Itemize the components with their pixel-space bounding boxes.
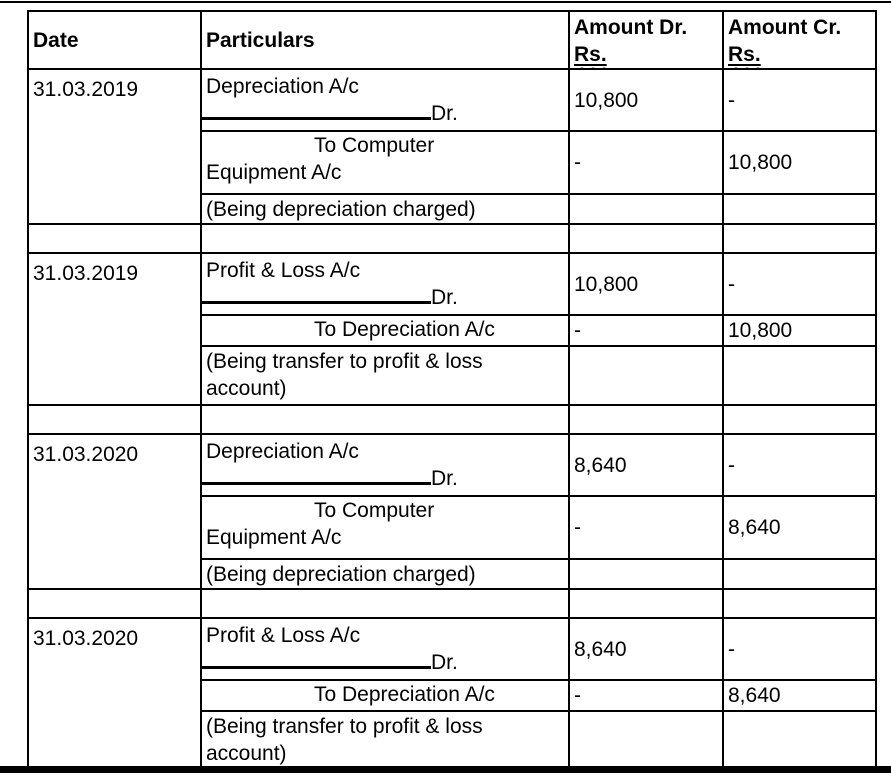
particulars-cell[interactable]: [201, 618, 569, 680]
amount-cr-cell[interactable]: [723, 711, 876, 770]
amount-cr-cell[interactable]: 8,640: [723, 680, 876, 711]
dr-line: [206, 100, 564, 127]
particulars-cell[interactable]: [201, 405, 569, 434]
date-cell[interactable]: 31.03.2020: [28, 434, 201, 589]
header-amount-dr-line1: Amount Dr.: [574, 16, 688, 39]
header-amount-cr-line2: [728, 41, 871, 68]
amount-cr-cell[interactable]: [723, 559, 876, 589]
amount-dr-cell[interactable]: -: [569, 496, 723, 559]
spellcheck-squiggle: Rs.: [574, 43, 607, 66]
narration-line: account): [206, 377, 287, 400]
top-horizontal-rule: [0, 1, 891, 3]
dr-suffix-label: Dr.: [431, 467, 458, 490]
amount-dr-cell[interactable]: -: [569, 680, 723, 711]
particulars-cell[interactable]: [201, 434, 569, 496]
journal-table-body: [28, 69, 876, 770]
particulars-cell[interactable]: [201, 346, 569, 405]
amount-cr-cell[interactable]: -: [723, 253, 876, 315]
narration-line: (Being depreciation charged): [206, 198, 476, 221]
amount-cr-cell[interactable]: -: [723, 434, 876, 496]
dr-suffix-label: Dr.: [431, 286, 458, 309]
dr-line: [206, 284, 564, 311]
spacer-row: [28, 405, 876, 434]
amount-dr-cell[interactable]: [569, 559, 723, 589]
date-cell[interactable]: [28, 224, 201, 253]
dr-underline-rule: [202, 117, 431, 120]
amount-dr-cell[interactable]: [569, 711, 723, 770]
date-cell[interactable]: 31.03.2020: [28, 618, 201, 770]
header-amount-cr[interactable]: [723, 11, 876, 69]
particulars-cell[interactable]: [201, 496, 569, 559]
particulars-cell[interactable]: [201, 680, 569, 711]
journal-debit-row: [28, 69, 876, 131]
particulars-cell[interactable]: [201, 711, 569, 770]
header-date[interactable]: Date: [28, 11, 201, 69]
amount-cr-cell[interactable]: -: [723, 69, 876, 131]
journal-debit-row: [28, 253, 876, 315]
narration-line: account): [206, 742, 287, 765]
narration-line: (Being depreciation charged): [206, 563, 476, 586]
debit-account-text: Depreciation A/c: [206, 75, 359, 98]
dr-suffix-label: Dr.: [431, 651, 458, 674]
header-amount-dr-line2: [574, 41, 718, 68]
date-cell[interactable]: 31.03.2019: [28, 69, 201, 224]
amount-cr-cell[interactable]: 10,800: [723, 131, 876, 194]
amount-dr-cell[interactable]: 8,640: [569, 618, 723, 680]
amount-dr-cell[interactable]: [569, 224, 723, 253]
particulars-cell[interactable]: [201, 315, 569, 346]
dr-line: [206, 649, 564, 676]
amount-dr-cell[interactable]: [569, 346, 723, 405]
particulars-cell[interactable]: [201, 194, 569, 224]
credit-account-line: To Computer: [314, 499, 435, 522]
spacer-row: [28, 589, 876, 618]
spellcheck-squiggle: Rs.: [728, 43, 761, 66]
debit-account-text: Profit & Loss A/c: [206, 259, 361, 282]
journal-entries-table: [27, 10, 877, 771]
dr-suffix-label: Dr.: [431, 102, 458, 125]
spacer-row: [28, 224, 876, 253]
amount-dr-cell[interactable]: [569, 405, 723, 434]
credit-account-line: To Depreciation A/c: [314, 683, 495, 706]
dr-underline-rule: [202, 666, 431, 669]
amount-cr-cell[interactable]: [723, 589, 876, 618]
credit-account-line: To Depreciation A/c: [314, 318, 495, 341]
amount-cr-cell[interactable]: [723, 346, 876, 405]
amount-cr-cell[interactable]: 10,800: [723, 315, 876, 346]
date-cell[interactable]: [28, 589, 201, 618]
particulars-cell[interactable]: [201, 253, 569, 315]
amount-cr-cell[interactable]: [723, 405, 876, 434]
debit-account-text: Profit & Loss A/c: [206, 624, 361, 647]
date-cell[interactable]: 31.03.2019: [28, 253, 201, 405]
credit-account-line: Equipment A/c: [206, 526, 342, 549]
amount-dr-cell[interactable]: 10,800: [569, 69, 723, 131]
header-amount-dr[interactable]: [569, 11, 723, 69]
amount-dr-cell[interactable]: -: [569, 131, 723, 194]
journal-debit-row: [28, 434, 876, 496]
particulars-cell[interactable]: [201, 131, 569, 194]
amount-cr-cell[interactable]: [723, 194, 876, 224]
debit-account-text: Depreciation A/c: [206, 440, 359, 463]
dr-underline-rule: [202, 301, 431, 304]
particulars-cell[interactable]: [201, 589, 569, 618]
amount-cr-cell[interactable]: 8,640: [723, 496, 876, 559]
amount-cr-cell[interactable]: -: [723, 618, 876, 680]
dr-line: [206, 465, 564, 492]
amount-cr-cell[interactable]: [723, 224, 876, 253]
header-row: [28, 11, 876, 69]
amount-dr-cell[interactable]: -: [569, 315, 723, 346]
dr-underline-rule: [202, 482, 431, 485]
credit-account-line: Equipment A/c: [206, 161, 342, 184]
amount-dr-cell[interactable]: [569, 589, 723, 618]
particulars-cell[interactable]: [201, 69, 569, 131]
bottom-horizontal-rule: [0, 766, 891, 773]
table-header: [28, 11, 876, 69]
narration-line: (Being transfer to profit & loss: [206, 715, 483, 738]
particulars-cell[interactable]: [201, 224, 569, 253]
journal-debit-row: [28, 618, 876, 680]
amount-dr-cell[interactable]: [569, 194, 723, 224]
particulars-cell[interactable]: [201, 559, 569, 589]
date-cell[interactable]: [28, 405, 201, 434]
header-particulars[interactable]: Particulars: [201, 11, 569, 69]
amount-dr-cell[interactable]: 8,640: [569, 434, 723, 496]
amount-dr-cell[interactable]: 10,800: [569, 253, 723, 315]
narration-line: (Being transfer to profit & loss: [206, 350, 483, 373]
credit-account-line: To Computer: [314, 134, 435, 157]
header-amount-cr-line1: Amount Cr.: [728, 16, 842, 39]
